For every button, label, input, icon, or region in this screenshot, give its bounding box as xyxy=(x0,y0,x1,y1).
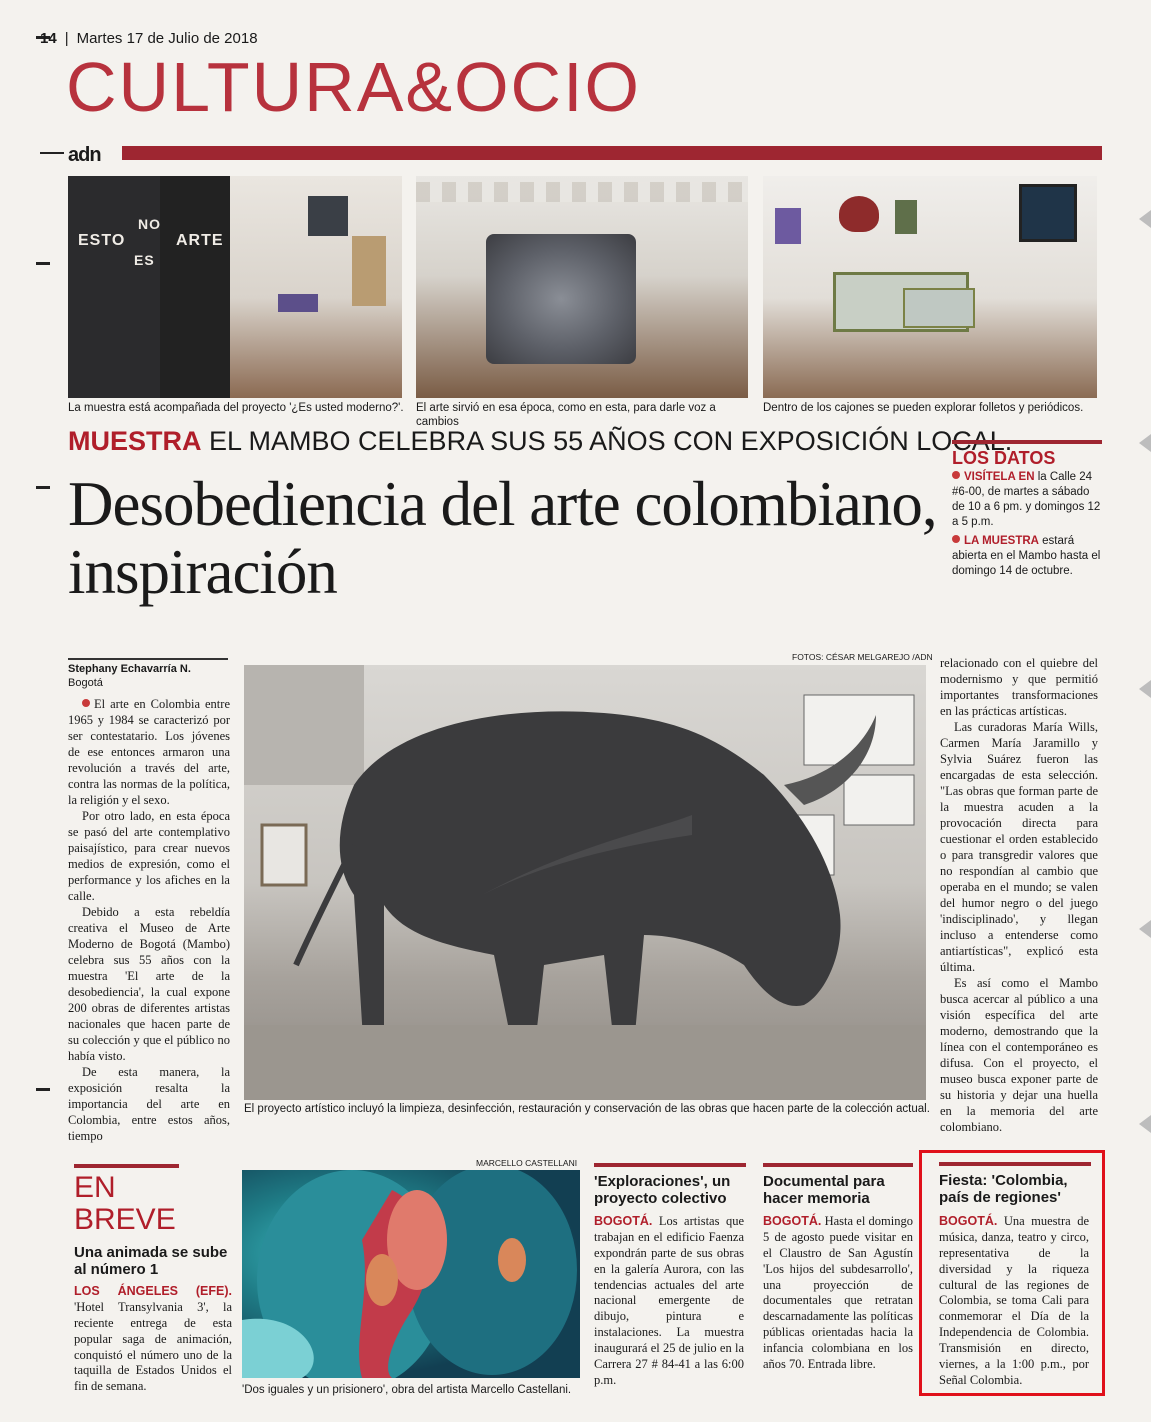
photo-bull-sculpture xyxy=(244,665,926,1100)
kicker xyxy=(68,428,1012,455)
paragraph: El arte en Colombia entre 1965 y 1984 se caracterizó por ser contestatario. Los jóvenes de ese entonces armaron una revolución a través del arte, contra las normas de la política, la religión y el sexo. xyxy=(68,697,230,807)
brief-body: BOGOTÁ. Hasta el domingo 5 de agosto puede visitar en el Claustro de San Agustín 'Los hijos del subdesarrollo', una proyección de documentales que retratan descarnadamente las políticas públicas orientadas hacia la infancia colombiana en los años 70. Entrada libre. xyxy=(763,1214,913,1371)
issue-date: Martes 17 de Julio de 2018 xyxy=(76,30,258,47)
stencil-word: ESTO xyxy=(78,232,126,249)
photo-exhibit-room xyxy=(68,176,402,398)
margin-mark xyxy=(36,262,50,265)
headline: Desobediencia del arte colombiano, inspiración xyxy=(68,469,937,608)
dateline: BOGOTÁ. xyxy=(939,1214,998,1228)
paragraph: Por otro lado, en esta época se pasó del arte contemplativo paisajístico, para crear nuevos medios de expresión, como el performance y los afiches en la calle. xyxy=(68,809,230,903)
page-number: 14 xyxy=(40,30,57,47)
divider xyxy=(40,152,64,154)
brief-body: LOS ÁNGELES (EFE). 'Hotel Transylvania 3', la reciente entrega de esta popular saga de animación, conquistó el número uno de la taquilla de Estados Unidos el fin de semana. xyxy=(74,1284,232,1394)
photo-caption: El arte sirvió en esa época, como en esta, para darle voz a cambios xyxy=(416,402,716,428)
byline xyxy=(68,658,228,691)
margin-arrow-icon xyxy=(1139,680,1151,698)
bullet-icon xyxy=(952,471,960,479)
paragraph: Debido a esta rebeldía creativa el Museo de Arte Moderno de Bogotá (Mambo) celebra sus 55 años con la muestra 'El arte de la desobediencia', la cual expone 200 obras de diferentes artistas nacionales que hacen parte de su colección y que el público no había visto. xyxy=(68,905,230,1063)
dateline: BOGOTÁ. xyxy=(763,1214,822,1228)
kicker-text: EL MAMBO CELEBRA SUS 55 AÑOS CON EXPOSICIÓN LOCAL. xyxy=(201,426,1013,456)
paragraph: Es así como el Mambo busca acercar al público a una visión específica del arte moderno, demostrando que la línea con el contemporáneo es difusa. Con el proyecto, el museo busca exponer parte de su historia y dejar una huella en la memoria del arte colombiano. xyxy=(940,976,1098,1134)
photo-caption: 'Dos iguales y un prisionero', obra del artista Marcello Castellani. xyxy=(242,1384,572,1396)
margin-arrow-icon xyxy=(1139,210,1151,228)
photo-credit: MARCELLO CASTELLANI xyxy=(476,1158,578,1168)
photo-display-cases xyxy=(763,176,1097,398)
dateline: BOGOTÁ. xyxy=(594,1214,653,1228)
brief-headline: 'Exploraciones', un proyecto colectivo xyxy=(594,1163,746,1208)
paragraph: relacionado con el quiebre del modernismo y que permitió importantes transformaciones en las prácticas artísticas. xyxy=(940,656,1098,718)
photo-caption: La muestra está acompañada del proyecto '¿Es usted moderno?'. xyxy=(68,402,404,414)
article-column-1 xyxy=(68,696,230,1144)
margin-mark xyxy=(36,1088,50,1091)
bullet-icon xyxy=(952,535,960,543)
section-rule xyxy=(122,146,1102,160)
brief-body: BOGOTÁ. Una muestra de música, danza, teatro y circo, representativa de la diversidad y la riqueza cultural de las regiones de Colombia, se toma Cali para conmemorar el Día de la Independencia de Colombia. Transmisión en directo, viernes, a la 1:00 p.m., por Señal Colombia. xyxy=(939,1214,1089,1387)
photo-caption: Dentro de los cajones se pueden explorar folletos y periódicos. xyxy=(763,402,1084,414)
author-name: Stephany Echavarría N. xyxy=(68,663,191,675)
brief-headline: Fiesta: 'Colombia, país de regiones' xyxy=(939,1162,1091,1207)
margin-arrow-icon xyxy=(1139,434,1151,452)
margin-arrow-icon xyxy=(1139,920,1151,938)
photo-shoe-sculpture xyxy=(416,176,748,398)
margin-arrow-icon xyxy=(1139,1115,1151,1133)
breve-title: EN BREVE xyxy=(74,1164,179,1235)
stencil-word: ES xyxy=(134,252,155,268)
datos-item: LA MUESTRA estará abierta en el Mambo hasta el domingo 14 de octubre. xyxy=(952,535,1101,577)
stencil-word: NO xyxy=(138,216,161,232)
section-title: CULTURA&OCIO xyxy=(66,48,641,126)
author-place: Bogotá xyxy=(68,677,103,690)
dateline: LOS ÁNGELES (EFE). xyxy=(74,1284,232,1298)
kicker-lead: MUESTRA xyxy=(68,426,202,456)
brief-body: BOGOTÁ. Los artistas que trabajan en el edificio Faenza expondrán parte de sus obras en la galería Aurora, con las tendencias actuales del arte nacional emergente de dibujo, pintura e instalaciones. La muestra inaugurará el 25 de julio en la Carrera 27 # 84-41 a las 6:00 p.m. xyxy=(594,1214,744,1387)
brief-headline: Una animada se sube al número 1 xyxy=(74,1244,228,1279)
paragraph: Las curadoras María Wills, Carmen María Jaramillo y Sylvia Suárez fueron las encargadas de esta selección. "Las obras que forman parte de la muestra acuden a la provocación directa para cuestionar el orden establecido o para transgredir valores que no respondían al cambio que operaba en el mundo; se valen del humor negro o del juego 'indisciplinado', y llegan incluso a entenderse como antiartísticas", explicó esta última. xyxy=(940,720,1098,974)
brand-logo: adn xyxy=(68,144,101,166)
painting-image xyxy=(242,1170,580,1378)
datos-item: VISÍTELA EN la Calle 24 #6-00, de martes a sábado de 10 a 6 pm. y domingos 12 a 5 p.m. xyxy=(952,471,1101,528)
bull-illustration xyxy=(244,665,926,1100)
photo-caption: El proyecto artístico incluyó la limpieza, desinfección, restauración y conservación de las obras que hacen parte de la colección actual. xyxy=(244,1103,930,1115)
painting-illustration xyxy=(242,1170,580,1378)
datos-title: LOS DATOS xyxy=(952,440,1102,469)
margin-mark xyxy=(36,486,50,489)
paragraph: De esta manera, la exposición resalta la importancia del arte en Colombia, entre estos años, tiempo xyxy=(68,1065,230,1143)
brief-headline: Documental para hacer memoria xyxy=(763,1163,913,1208)
stencil-word: ARTE xyxy=(176,232,224,249)
photo-credit: FOTOS: CÉSAR MELGAREJO /ADN xyxy=(792,652,933,662)
article-column-2 xyxy=(940,655,1098,1135)
bullet-icon xyxy=(82,699,90,707)
folio: 14 | Martes 17 de Julio de 2018 xyxy=(40,30,258,47)
